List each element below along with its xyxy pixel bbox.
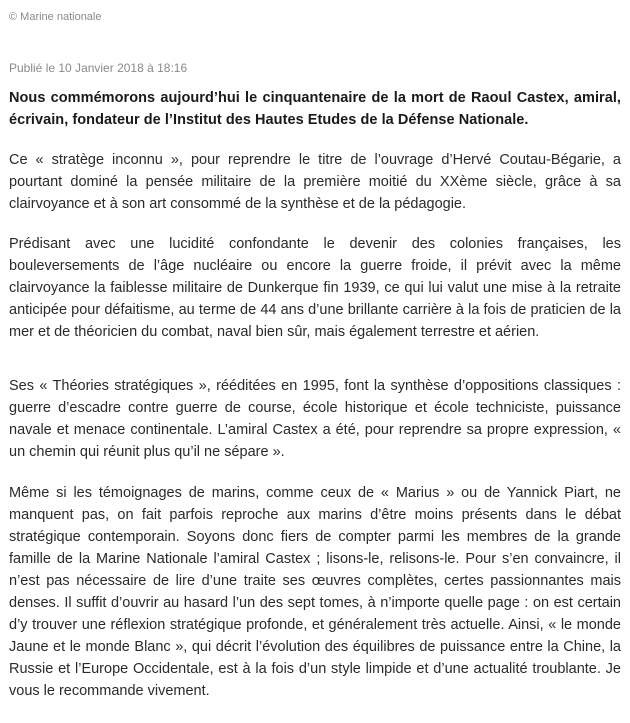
- publication-date: Publié le 10 Janvier 2018 à 18:16: [9, 61, 188, 75]
- photo-credit: © Marine nationale: [9, 11, 102, 23]
- article-paragraph: Même si les témoignages de marins, comme ceux de « Marius » ou de Yannick Piart, ne manquent pas, on fait parfois reproche aux marins d’être moins présents dans le débat stratégique contemporain. Soyons donc fiers de compter parmi les membres de la grande famille de la Marine Nationale l’amiral Castex ; lisons-le, relisons-le. Pour s’en convaincre, il n’est pas nécessaire de lire d’une traite ses œuvres complètes, certes passionnantes mais denses. Il suffit d’ouvrir au hasard l’un des sept tomes, à n’importe quelle page : on est certain d’y trouver une réflexion stratégique profonde, et généralement très actuelle. Ainsi, « le monde Jaune et le monde Blanc », qui décrit l’évolution des équilibres de puissance entre la Chine, la Russie et l’Europe Occidentale, est à la fois d’un style limpide et d’une actualité troublante. Je vous le recommande vivement.: [9, 485, 621, 699]
- article-paragraph: Ses « Théories stratégiques », rééditées en 1995, font la synthèse d’oppositions classiques : guerre d’escadre contre guerre de course, école historique et école techniciste, puissance navale et menace continentale. L’amiral Castex a été, pour reprendre sa propre expression, « un chemin qui réunit plus qu’il ne sépare ».: [9, 378, 621, 460]
- article-paragraph: Ce « stratège inconnu », pour reprendre le titre de l’ouvrage d’Hervé Coutau-Bégarie, a pourtant dominé la pensée militaire de la première moitié du XXème siècle, grâce à sa clairvoyance et à son art consommé de la synthèse et de la pédagogie.: [9, 152, 621, 212]
- article-paragraph: Prédisant avec une lucidité confondante le devenir des colonies françaises, les bouleversements de l’âge nucléaire ou encore la guerre froide, il prévit avec la même clairvoyance la faiblesse militaire de Dunkerque fin 1939, ce qui lui valut une mise à la retraite anticipée pour défaitisme, au terme de 44 ans d’une brillante carrière à la fois de praticien de la mer et de théoricien du combat, naval bien sûr, mais également terrestre et aérien.: [9, 236, 621, 340]
- article-lead: Nous commémorons aujourd’hui le cinquantenaire de la mort de Raoul Castex, amiral, écrivain, fondateur de l’Institut des Hautes Etudes de la Défense Nationale.: [9, 90, 621, 128]
